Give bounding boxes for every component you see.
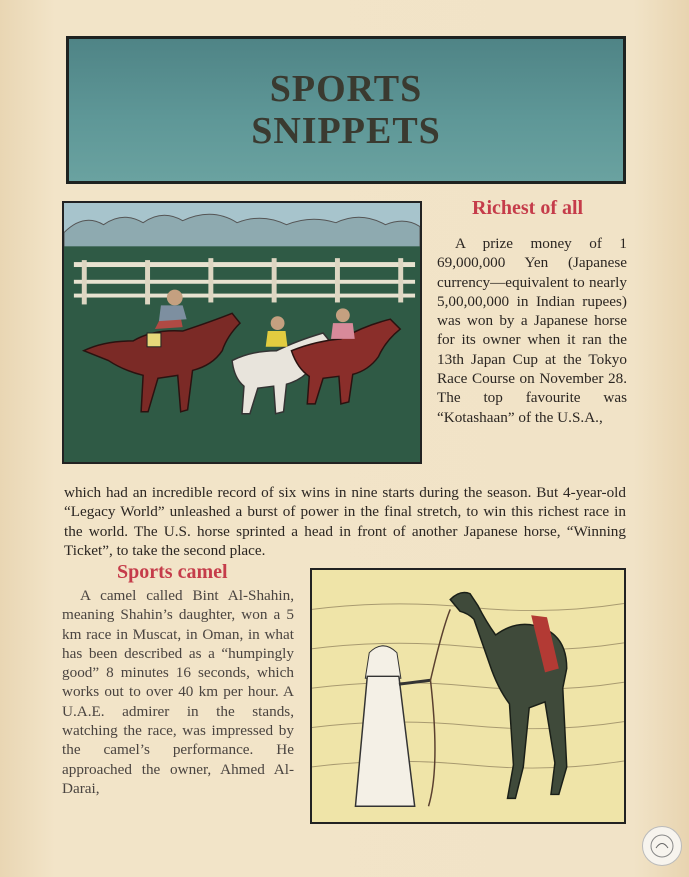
scanner-logo-icon xyxy=(642,826,682,866)
richest-article-column xyxy=(437,234,627,427)
camel-article-column xyxy=(62,586,294,798)
richest-of-all-heading: Richest of all xyxy=(472,197,584,219)
sports-camel-heading: Sports camel xyxy=(117,561,228,583)
sports-snippets-banner xyxy=(66,36,626,184)
banner-title-line-2: SNIPPETS xyxy=(251,110,441,152)
camel-with-handler-illustration xyxy=(310,568,626,824)
horse-race-illustration xyxy=(62,201,422,464)
richest-article-continuation-text: which had an incredible record of six wins in nine starts during the season. But 4-year-old “Legacy World” unleashed a burst of power in the final stretch, to win this richest race in the world. The U.S. horse sprinted a head in front of another Japanese horse, “Winning Ticket”, to take the second place. xyxy=(64,484,626,559)
richest-article-column-text: A prize money of 1 69,000,000 Yen (Japanese currency—equivalent to nearly 5,00,00,000 in Indian rupees) was won by a Japanese horse for its owner when it ran the 13th Japan Cup at the Tokyo Race Course on November 28. The top favourite was “Kotashaan” of the U.S.A., xyxy=(437,235,627,426)
banner-title-line-1: SPORTS xyxy=(269,68,423,110)
richest-article-continuation xyxy=(64,483,626,560)
camel-article-column-text: A camel called Bint Al-Shahin, meaning Shahin’s daughter, won a 5 km race in Muscat, in Oman, in what has been described as a “humpingly good” 8 minutes 16 seconds, which works out to over 40 km per hour. A U.A.E. admirer in the stands, watching the race, was impressed by the camel’s performance. He approached the owner, Ahmed Al-Darai, xyxy=(62,587,294,797)
